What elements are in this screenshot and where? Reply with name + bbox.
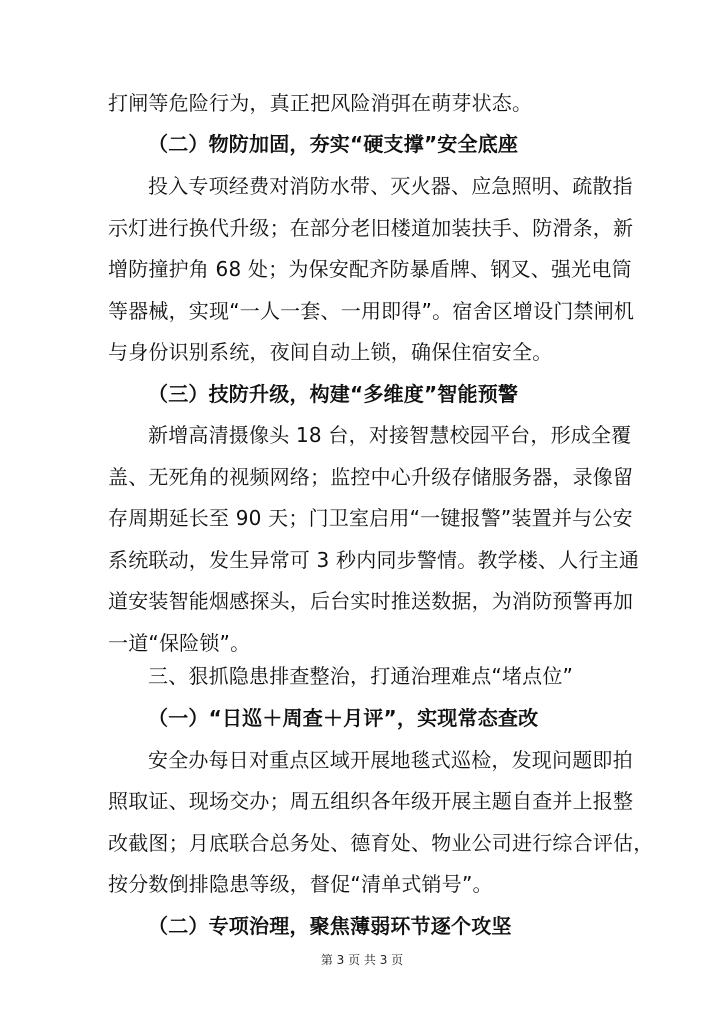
paragraph-line: 等器械，实现“一人一套、一用即得”。宿舍区增设门禁闸机	[108, 299, 635, 323]
paragraph-line: 改截图；月底联合总务处、德育处、物业公司进行综合评估，	[108, 831, 654, 855]
page-footer: 第 3 页 共 3 页	[320, 953, 404, 967]
section-heading: （三）技防升级，构建“多维度”智能预警	[148, 382, 519, 406]
paragraph-line: 打闸等危险行为，真正把风险消弭在萌芽状态。	[108, 91, 533, 115]
paragraph-line: 盖、无死角的视频网络；监控中心升级存储服务器，录像留	[108, 465, 634, 489]
chapter-heading: 三、狠抓隐患排查整治，打通治理难点“堵点位”	[148, 664, 574, 688]
paragraph-line: 道安装智能烟感探头，后台实时推送数据，为消防预警再加	[108, 589, 634, 613]
paragraph-line: 存周期延长至 90 天；门卫室启用“一键报警”装置并与公安	[108, 506, 633, 530]
paragraph-line: 与身份识别系统，夜间自动上锁，确保住宿安全。	[108, 340, 553, 364]
paragraph-line: 投入专项经费对消防水带、灭火器、应急照明、疏散指	[148, 174, 633, 198]
paragraph-line: 示灯进行换代升级；在部分老旧楼道加装扶手、防滑条，新	[108, 216, 634, 240]
section-heading: （一）“日巡＋周查＋月评”，实现常态查改	[148, 706, 539, 730]
paragraph-line: 照取证、现场交办；周五组织各年级开展主题自查并上报整	[108, 789, 634, 813]
paragraph-line: 增防撞护角 68 处；为保安配齐防暴盾牌、钢叉、强光电筒	[108, 257, 632, 281]
paragraph-line: 新增高清摄像头 18 台，对接智慧校园平台，形成全覆	[148, 423, 632, 447]
section-heading: （二）专项治理，聚焦薄弱环节逐个攻坚	[148, 914, 512, 938]
paragraph-line: 安全办每日对重点区域开展地毯式巡检，发现问题即拍	[148, 748, 633, 772]
section-heading: （二）物防加固，夯实“硬支撑”安全底座	[148, 132, 519, 156]
paragraph-line: 按分数倒排隐患等级，督促“清单式销号”。	[108, 872, 493, 896]
paragraph-line: 一道“保险锁”。	[108, 631, 251, 655]
paragraph-line: 系统联动，发生异常可 3 秒内同步警情。教学楼、人行主通	[108, 548, 640, 572]
